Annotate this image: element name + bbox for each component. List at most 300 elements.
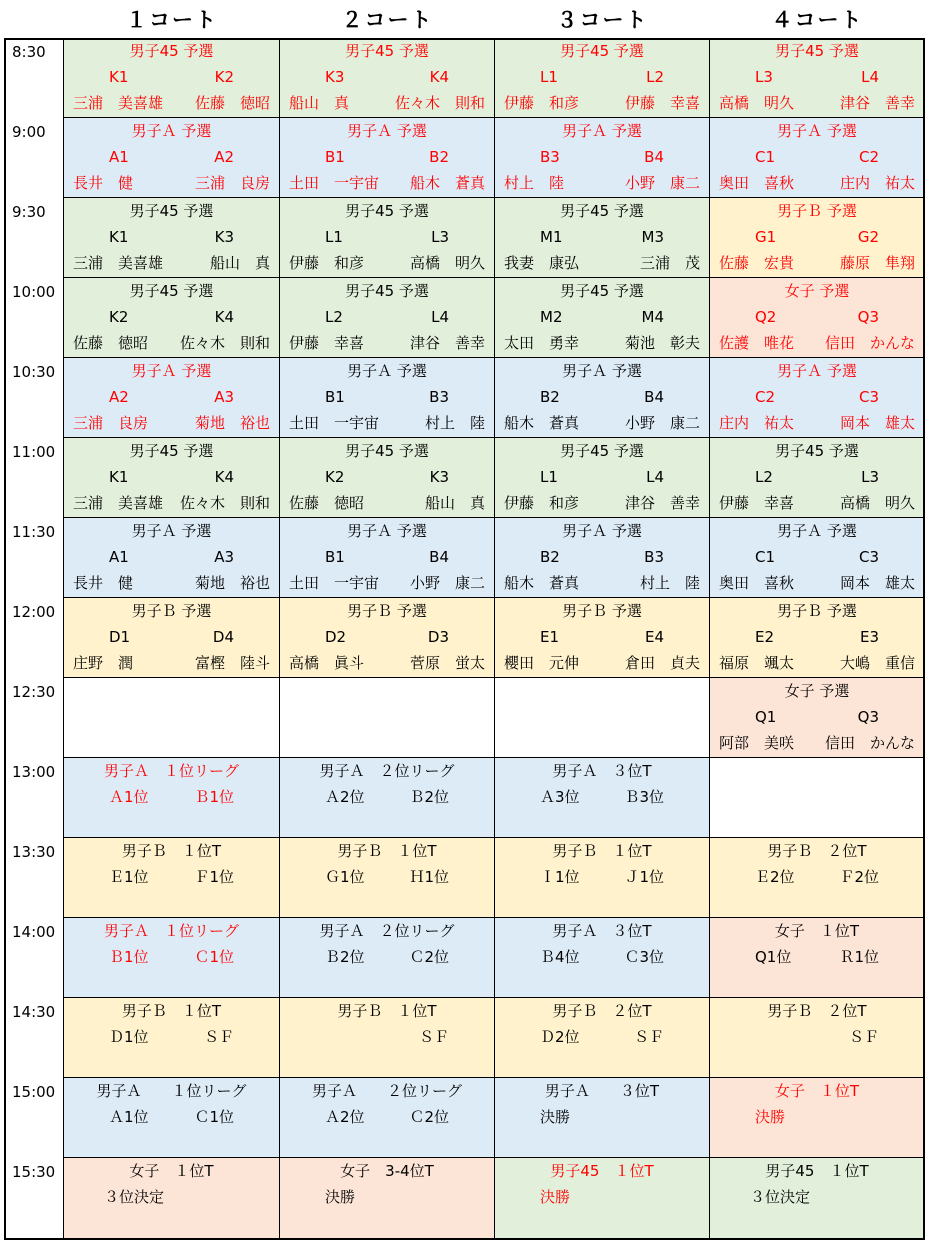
match-title: 男子Ｂ １位T [337,842,437,860]
match-title: 女子 １位T [129,1162,214,1180]
player-name-left: 奥田 喜秋 [719,574,795,592]
match-code-right: B3 [644,548,664,566]
match-code-right: ＳＦ [418,1028,449,1046]
match-title: 男子Ｂ 予選 [347,602,427,620]
player-name-right: 小野 康二 [624,414,700,432]
match-code-right: E3 [859,628,879,646]
match-code-right: B4 [429,548,449,566]
player-name-left: 佐護 唯花 [719,334,795,352]
match-code-right: L3 [861,468,879,486]
player-name-right: 村上 陸 [639,574,700,592]
match-code-left: L3 [755,68,773,86]
match-code-left: L1 [540,68,558,86]
match-code-left: B1 [325,388,345,406]
match-code-right: K2 [214,68,234,86]
player-name-left: 佐藤 徳昭 [73,334,149,352]
match-title: 男子Ａ 予選 [131,122,212,140]
player-name-left: 土田 一宇宙 [289,574,380,592]
match-cell [64,358,280,438]
match-cell [710,918,925,998]
match-code-right: Ｆ2位 [839,868,879,886]
match-cell [710,518,925,598]
match-code-right: B2 [429,148,449,166]
match-code-right: L4 [646,468,664,486]
match-title: 男子Ａ 予選 [347,122,427,140]
player-name-right: 庄内 祐太 [839,174,915,192]
match-title: 男子45 予選 [775,442,859,460]
match-title: 男子Ｂ 予選 [777,202,857,220]
match-cell [280,438,495,518]
match-code-left: 決勝 [755,1108,786,1126]
match-code-left: K3 [325,68,345,86]
player-name-right: 船木 蒼真 [409,174,485,192]
match-code-right: G2 [857,228,879,246]
match-code-right: L2 [646,68,664,86]
match-title: 男子45 予選 [560,282,644,300]
match-code-right: Ｃ1位 [194,948,234,966]
match-code-right: L3 [431,228,449,246]
match-cell [495,358,710,438]
time-slot-label: 12:00 [4,598,64,678]
match-code-left: E1 [540,628,560,646]
match-code-right: L4 [431,308,449,326]
match-code-right: Ｃ2位 [409,948,449,966]
player-name-left: 阿部 美咲 [719,734,795,752]
match-title: 男子Ｂ １位T [121,842,222,860]
match-code-right: A3 [214,548,234,566]
player-name-left: 櫻田 元伸 [504,654,580,672]
match-code-left: C1 [755,548,776,566]
match-code-right: C2 [858,148,879,166]
time-slot-label: 15:00 [4,1078,64,1158]
match-code-right: B3 [429,388,449,406]
match-cell [710,758,925,838]
match-cell [64,998,280,1078]
time-slot-label: 9:30 [4,198,64,278]
player-name-left: 船木 蒼真 [504,414,580,432]
match-code-right: D3 [427,628,449,646]
match-code-right: Ｃ2位 [409,1108,449,1126]
match-title: 男子Ａ １位リーグ [103,922,239,940]
match-code-left: Ｉ1位 [540,868,580,886]
player-name-left: 庄内 祐太 [719,414,795,432]
player-name-right: 三浦 良房 [194,174,270,192]
time-slot-label: 14:30 [4,998,64,1078]
time-slot-label: 13:00 [4,758,64,838]
match-code-left: 決勝 [540,1188,571,1206]
match-title: 女子 １位T [774,922,860,940]
match-title: 男子Ａ 予選 [347,362,427,380]
match-cell [495,38,710,118]
match-code-left: ３位決定 [104,1188,165,1206]
match-code-left: C1 [755,148,776,166]
match-code-left: Q1位 [755,948,792,966]
match-code-left: K1 [109,68,129,86]
player-name-right: 信田 かんな [824,334,915,352]
match-code-right: Ｒ1位 [839,948,879,966]
player-name-left: 船木 蒼真 [504,574,580,592]
match-code-right: Q3 [857,308,879,326]
player-name-left: 太田 勇幸 [504,334,580,352]
match-code-right: Ｃ1位 [194,1108,234,1126]
player-name-left: 伊藤 和彦 [504,94,580,112]
time-slot-label: 15:30 [4,1158,64,1238]
match-title: 男子45 予選 [560,42,644,60]
match-cell [64,518,280,598]
match-cell [280,598,495,678]
match-cell [495,198,710,278]
match-title: 男子45 予選 [129,42,214,60]
match-code-left: M1 [540,228,563,246]
match-code-left: Ｂ1位 [109,948,149,966]
match-cell [495,598,710,678]
match-title: 男子Ａ 予選 [131,362,212,380]
match-cell [64,758,280,838]
match-code-left: L1 [540,468,558,486]
player-name-right: 菊地 裕也 [194,574,270,592]
player-name-right: 津谷 善幸 [409,334,485,352]
player-name-right: 菅原 蛍太 [409,654,485,672]
match-code-left: Ｄ2位 [540,1028,580,1046]
match-code-left: A2 [109,388,129,406]
match-title: 男子45 予選 [345,42,429,60]
match-code-right: C3 [858,548,879,566]
match-cell [710,278,925,358]
player-name-right: 村上 陸 [424,414,485,432]
match-code-left: ３位決定 [750,1188,811,1206]
match-title: 男子Ａ 予選 [562,522,642,540]
match-code-left: C2 [755,388,776,406]
match-code-left: M2 [540,308,563,326]
player-name-right: 富樫 陸斗 [194,654,270,672]
player-name-left: 庄野 潤 [73,654,134,672]
match-title: 男子Ａ ２位リーグ [319,762,455,780]
player-name-left: 佐藤 徳昭 [289,494,365,512]
match-title: 女子 予選 [784,682,850,700]
match-cell [280,838,495,918]
match-cell [280,518,495,598]
match-cell [64,38,280,118]
court-header-1: １コート [126,8,218,32]
match-cell [280,38,495,118]
match-code-left: Ｅ2位 [755,868,795,886]
match-cell [64,118,280,198]
match-title: 女子 3-4位T [340,1162,434,1180]
match-code-left: K2 [109,308,129,326]
match-cell [280,198,495,278]
match-title: 男子Ｂ ２位T [767,842,867,860]
match-title: 男子45 予選 [560,202,644,220]
match-cell [495,758,710,838]
player-name-right: 三浦 茂 [639,254,700,272]
player-name-left: 三浦 美喜雄 [73,494,164,512]
match-code-left: K1 [109,228,129,246]
match-code-right: Ｃ3位 [624,948,664,966]
match-code-left: L2 [755,468,773,486]
match-title: 男子45 予選 [775,42,859,60]
match-code-left: 決勝 [325,1188,356,1206]
match-title: 男子Ａ 予選 [562,122,642,140]
match-code-right: L4 [861,68,879,86]
match-cell [280,998,495,1078]
match-cell [710,438,925,518]
match-cell [280,1078,495,1158]
match-title: 男子Ａ 予選 [562,362,642,380]
match-code-right: B4 [644,388,664,406]
match-cell [495,438,710,518]
player-name-left: 伊藤 幸喜 [719,494,795,512]
match-code-left: Ａ1位 [109,1108,149,1126]
player-name-right: 岡本 雄太 [839,574,915,592]
match-code-left: Ａ1位 [109,788,149,806]
match-cell [280,918,495,998]
match-code-left: B2 [540,388,560,406]
player-name-right: 高橋 明久 [409,254,485,272]
match-title: 男子Ａ 予選 [347,522,427,540]
match-cell [280,758,495,838]
match-title: 男子Ａ ２位リーグ [319,922,455,940]
time-slot-label: 12:30 [4,678,64,758]
player-name-right: 伊藤 幸喜 [624,94,700,112]
match-code-right: D4 [212,628,234,646]
match-cell [710,598,925,678]
match-title: 男子Ｂ １位T [552,842,652,860]
match-code-right: ＳＦ [633,1028,664,1046]
match-code-left: D2 [325,628,347,646]
player-name-left: 伊藤 幸喜 [289,334,365,352]
match-code-left: Ａ3位 [540,788,580,806]
match-code-right: Q3 [857,708,879,726]
match-cell [64,678,280,758]
match-title: 男子Ａ １位リーグ [96,1082,247,1100]
match-code-right: Ｂ3位 [624,788,664,806]
match-title: 男子Ｂ 予選 [131,602,212,620]
match-title: 男子Ａ 予選 [777,522,857,540]
time-slot-label: 8:30 [4,38,64,118]
match-title: 男子Ｂ ２位T [767,1002,867,1020]
match-cell [495,998,710,1078]
player-name-right: 菊地 裕也 [194,414,270,432]
match-title: 男子Ａ ３位T [552,762,652,780]
match-cell [64,278,280,358]
match-cell [64,1158,280,1238]
player-name-right: 大嶋 重信 [839,654,915,672]
time-slot-label: 9:00 [4,118,64,198]
match-cell [64,838,280,918]
match-code-left: B1 [325,548,345,566]
match-title: 男子Ｂ 予選 [562,602,642,620]
match-title: 男子Ａ ２位リーグ [311,1082,462,1100]
match-code-left: B3 [540,148,560,166]
player-name-right: 岡本 雄太 [839,414,915,432]
player-name-right: 信田 かんな [824,734,915,752]
match-title: 男子Ｂ １位T [337,1002,437,1020]
match-cell [710,1158,925,1238]
match-title: 男子45 予選 [129,442,214,460]
player-name-left: 福原 颯太 [719,654,795,672]
match-code-right: A3 [214,388,234,406]
match-title: 男子Ａ ３位T [552,922,652,940]
match-cell [495,678,710,758]
player-name-left: 佐藤 宏貴 [719,254,795,272]
match-code-right: K4 [214,468,234,486]
player-name-right: 佐々木 則和 [394,94,485,112]
match-title: 男子Ａ 予選 [777,362,857,380]
match-cell [64,198,280,278]
player-name-right: 菊池 彰夫 [624,334,700,352]
player-name-left: 船山 真 [289,94,350,112]
match-title: 男子45 予選 [129,202,214,220]
player-name-left: 伊藤 和彦 [289,254,365,272]
player-name-right: 高橋 明久 [839,494,915,512]
match-code-left: 決勝 [540,1108,571,1126]
match-code-right: ＳＦ [203,1028,234,1046]
player-name-right: 佐々木 則和 [179,334,270,352]
match-cell [495,838,710,918]
player-name-left: 高橋 明久 [719,94,795,112]
match-cell [710,678,925,758]
match-cell [64,438,280,518]
match-title: 男子45 予選 [345,202,429,220]
player-name-left: 長井 健 [73,174,134,192]
player-name-left: 土田 一宇宙 [289,174,380,192]
player-name-right: 津谷 善幸 [839,94,915,112]
player-name-right: 船山 真 [424,494,485,512]
court-header-2: ２コート [341,8,434,32]
match-code-left: B2 [540,548,560,566]
player-name-left: 奥田 喜秋 [719,174,795,192]
match-title: 男子Ｂ ２位T [552,1002,652,1020]
match-code-left: L1 [325,228,343,246]
player-name-left: 伊藤 和彦 [504,494,580,512]
match-title: 男子Ｂ 予選 [777,602,857,620]
match-code-right: Ｂ1位 [194,788,234,806]
match-title: 男子Ｂ １位T [121,1002,222,1020]
time-slot-label: 11:00 [4,438,64,518]
player-name-left: 三浦 良房 [73,414,149,432]
match-code-right: Ｊ1位 [624,868,664,886]
player-name-right: 佐々木 則和 [179,494,270,512]
match-code-left: A1 [109,548,129,566]
match-title: 男子45 予選 [129,282,214,300]
player-name-right: 倉田 貞夫 [624,654,700,672]
player-name-right: 船山 真 [209,254,270,272]
match-cell [495,1158,710,1238]
player-name-left: 長井 健 [73,574,134,592]
match-code-right: Ｆ1位 [194,868,234,886]
match-cell [280,118,495,198]
player-name-left: 村上 陸 [504,174,565,192]
match-code-right: Ｈ1位 [409,868,449,886]
player-name-left: 三浦 美喜雄 [73,94,164,112]
match-code-right: B4 [644,148,664,166]
match-title: 女子 予選 [784,282,850,300]
match-cell [710,838,925,918]
time-slot-label: 13:30 [4,838,64,918]
player-name-left: 我妻 康弘 [504,254,580,272]
match-code-right: A2 [214,148,234,166]
match-code-left: G1 [755,228,777,246]
match-code-right: Ｂ2位 [409,788,449,806]
player-name-left: 高橋 眞斗 [289,654,365,672]
match-cell [495,118,710,198]
time-slot-label: 10:30 [4,358,64,438]
match-code-right: K3 [214,228,234,246]
match-code-left: K2 [325,468,345,486]
match-code-left: Ｇ1位 [325,868,365,886]
match-cell [495,1078,710,1158]
match-code-right: M4 [641,308,664,326]
match-cell [710,358,925,438]
match-code-right: ＳＦ [848,1028,879,1046]
match-title: 男子45 予選 [560,442,644,460]
court-header-3: ３コート [556,8,649,32]
player-name-right: 小野 康二 [409,574,485,592]
match-code-left: D1 [109,628,131,646]
match-cell [280,1158,495,1238]
match-code-right: E4 [644,628,664,646]
player-name-right: 小野 康二 [624,174,700,192]
match-cell [710,198,925,278]
match-cell [64,598,280,678]
match-code-left: K1 [109,468,129,486]
match-title: 男子45 １位T [765,1162,869,1180]
match-code-right: K4 [429,68,449,86]
time-slot-label: 14:00 [4,918,64,998]
match-cell [64,1078,280,1158]
match-code-left: B1 [325,148,345,166]
match-code-left: E2 [755,628,775,646]
match-code-left: Q2 [755,308,777,326]
match-title: 男子Ａ 予選 [131,522,212,540]
match-code-left: Ｂ4位 [540,948,580,966]
match-code-left: Ｅ1位 [109,868,149,886]
time-slot-label: 11:30 [4,518,64,598]
match-title: 男子45 予選 [345,442,429,460]
match-code-left: L2 [325,308,343,326]
match-cell [280,678,495,758]
match-cell [495,918,710,998]
match-title: 男子Ａ 予選 [777,122,857,140]
player-name-left: 三浦 美喜雄 [73,254,164,272]
player-name-right: 佐藤 徳昭 [194,94,270,112]
match-code-right: C3 [858,388,879,406]
match-cell [280,358,495,438]
court-header-4: ４コート [771,8,864,32]
player-name-right: 藤原 隼翔 [839,254,915,272]
match-cell [710,38,925,118]
match-code-left: Q1 [755,708,777,726]
match-code-left: Ｂ2位 [325,948,365,966]
match-code-left: A1 [109,148,129,166]
match-code-left: Ａ2位 [325,1108,365,1126]
match-cell [710,118,925,198]
match-cell [710,1078,925,1158]
match-cell [495,278,710,358]
time-slot-label: 10:00 [4,278,64,358]
match-code-right: K3 [429,468,449,486]
match-title: 女子 １位T [774,1082,860,1100]
match-title: 男子Ａ １位リーグ [103,762,239,780]
match-cell [495,518,710,598]
match-title: 男子45 予選 [345,282,429,300]
match-title: 男子45 １位T [550,1162,654,1180]
match-cell [280,278,495,358]
match-title: 男子Ａ ３位T [544,1082,660,1100]
match-code-left: Ｄ1位 [109,1028,149,1046]
match-cell [710,998,925,1078]
match-code-left: Ａ2位 [325,788,365,806]
